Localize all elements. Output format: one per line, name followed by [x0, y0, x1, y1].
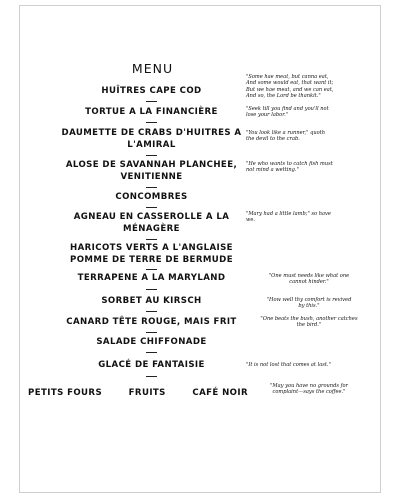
- quote-12: "It is not lost that comes at last.": [246, 362, 331, 368]
- dish-9: SORBET AU KIRSCH: [101, 296, 202, 306]
- quote-6: "Mary had a little lamb;" so have we.: [246, 211, 331, 224]
- divider: [146, 187, 157, 188]
- divider: [146, 352, 157, 353]
- divider: [146, 376, 157, 377]
- divider: [146, 101, 157, 102]
- divider: [146, 239, 157, 240]
- dish-11: SALADE CHIFFONADE: [96, 337, 207, 347]
- dish-8: TERRAPENE A LA MARYLAND: [77, 273, 226, 283]
- divider: [146, 332, 157, 333]
- divider: [146, 207, 157, 208]
- divider: [146, 289, 157, 290]
- finale-item: FRUITS: [128, 388, 166, 398]
- dish-10: CANARD TÊTE ROUGE, MAIS FRIT: [66, 317, 237, 327]
- quote-4: "He who wants to catch fish must not mind a wetting.": [246, 161, 333, 174]
- quote-2: "Seek till you find and you'll not lose your labor.": [246, 106, 329, 119]
- quote-8: "One must needs like what one cannot hinder.": [268, 273, 350, 286]
- dish-4: ALOSE DE SAVANNAH PLANCHEE, VENITIENNE: [65, 160, 238, 182]
- finale-row: [28, 388, 248, 398]
- divider: [146, 155, 157, 156]
- dish-12: GLACÉ DE FANTAISIE: [98, 360, 205, 370]
- menu-title: MENU: [131, 61, 174, 76]
- dish-7: HARICOTS VERTS A L'ANGLAISE POMME DE TERRE DE BERMUDE: [70, 243, 233, 265]
- quote-finale: "May you have no grounds for complaint—says the coffee.": [270, 383, 348, 396]
- dish-5: CONCOMBRES: [115, 192, 188, 202]
- divider: [146, 311, 157, 312]
- menu-page: [19, 5, 381, 493]
- quote-1: "Some hae meat, but canna eat, And some would eat, that want it; But we hae meat, and we can eat, And so, the Lord be thankit.": [246, 74, 334, 100]
- dish-2: TORTUE A LA FINANCIÈRE: [85, 107, 218, 117]
- dish-6: AGNEAU EN CASSEROLLE A LA MÉNAGÈRE: [73, 212, 230, 234]
- finale-item: CAFÉ NOIR: [192, 388, 248, 398]
- quote-9: "How well thy comfort is revived by this.": [266, 297, 352, 310]
- dish-1: HUÎTRES CAPE COD: [101, 86, 202, 96]
- quote-3: "You look like a runner," quoth the devil to the crab.: [246, 130, 326, 143]
- divider: [146, 122, 157, 123]
- finale-item: PETITS FOURS: [28, 388, 103, 398]
- divider: [146, 269, 157, 270]
- quote-10: "One beats the bush, another catches the bird.": [260, 316, 358, 329]
- dish-3: DAUMETTE DE CRABS D'HUITRES A L'AMIRAL: [61, 128, 242, 150]
